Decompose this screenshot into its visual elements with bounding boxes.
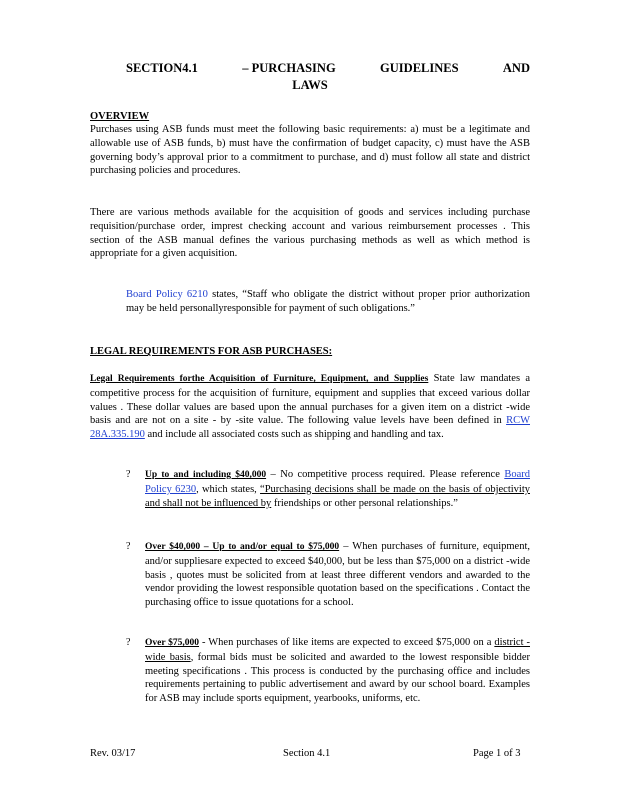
bullet-item-2: Over $40,000 – Up to and/or equal to $75,000 – When purchases of furniture, equipment, and/or suppliesare expected to exceed $40,000, but be less than $75,000 on a district -wide basis , quotes must be solicited from at least three different vendors and awarded to the vendor providing the lowest responsible quotation based on the specifications . Contact the purchasing office to issue quotations for a school. (145, 541, 531, 609)
board-policy-6210-link[interactable]: Board Policy 6210 (126, 289, 208, 300)
overview-paragraph-2: There are various methods available for the acquisition of goods and services including purchase requisition/purchase order, imprest checking account and various reimbursement processes . This section of the ASB manual defines the various purchasing methods as well as which method is appropriate for a given acquisition. (90, 207, 530, 260)
bullet-1-underlined: “Purchasing decisions shall be made on the basis of objectivity and shall not be influenced by (145, 483, 530, 509)
bullet-marker-3: ? (126, 637, 131, 648)
legal-text-a: State law mandates a competitive process for the acquisition of furniture, equipment and supplies that exceed various dollar values . These dollar values are based upon the annual purchases for a given item on a district -wide basis and are not on a site - by -site value. The following value levels have been defined in (90, 373, 530, 427)
bullet-2-term: Over $40,000 – Up to and/or equal to $75,000 (145, 542, 340, 552)
legal-sub-heading: Legal Requirements forthe Acquisition of Furniture, Equipment, and Supplies (90, 374, 429, 384)
board-policy-6230-link[interactable]: Board Policy 6230 (145, 469, 530, 495)
overview-paragraph-1: Purchases using ASB funds must meet the following basic requirements: a) must be a legitimate and allowable use of ASB funds, b) must have the confirmation of budget capacity, c) must have the ASB governing body’s approval prior to a commitment to purchase, and d) must follow all state and district purchasing policies and procedures. (90, 124, 530, 177)
board-policy-quote (126, 288, 530, 316)
bullet-item-3: Over $75,000 - When purchases of like items are expected to exceed $75,000 on a district -wide basis, formal bids must be solicited and awarded to the lowest responsible bidder meeting specifications . This process is conducted by the purchasing office and includes requirements pertaining to public advertisement and award by our school board. Examples for ASB may include sports equipment, yearbooks, uniforms, etc. (145, 637, 530, 705)
legal-paragraph (90, 372, 530, 442)
bullet-3-term: Over $75,000 (145, 638, 199, 648)
overview-heading: OVERVIEW (90, 111, 150, 122)
footer-section: Section 4.1 (283, 748, 331, 759)
bullet-marker-1: ? (126, 469, 131, 480)
section-title (90, 60, 530, 94)
title-line-2: LAWS (292, 78, 328, 92)
footer-page-number: Page 1 of 3 (473, 748, 521, 759)
legal-heading: LEGAL REQUIREMENTS FOR ASB PURCHASES: (90, 346, 333, 357)
quote-text: states, “Staff who obligate the district without proper prior authorization may be held personallyresponsible for payment of such obligations.” (126, 289, 531, 314)
title-part-4: AND (502, 61, 530, 75)
bullet-item-1: Up to and including $40,000 – No competitive process required. Please reference Board Policy 6230, which states, “Purchasing decisions shall be made on the basis of objectivity and shall not be influenced by friendships or other personal relationships.” (145, 469, 530, 509)
bullet-marker-2: ? (126, 541, 131, 552)
bullet-3-underlined: district -wide basis (145, 637, 530, 663)
bullet-1-term: Up to and including $40,000 (145, 470, 267, 480)
title-part-2: – PURCHASING (242, 61, 336, 75)
footer-revision: Rev. 03/17 (90, 748, 136, 759)
title-part-1: SECTION4.1 (126, 61, 198, 75)
rcw-link[interactable]: RCW 28A.335.190 (90, 415, 530, 441)
title-part-3: GUIDELINES (380, 61, 459, 75)
legal-text-b: and include all associated costs such as shipping and handling and tax. (144, 429, 444, 441)
